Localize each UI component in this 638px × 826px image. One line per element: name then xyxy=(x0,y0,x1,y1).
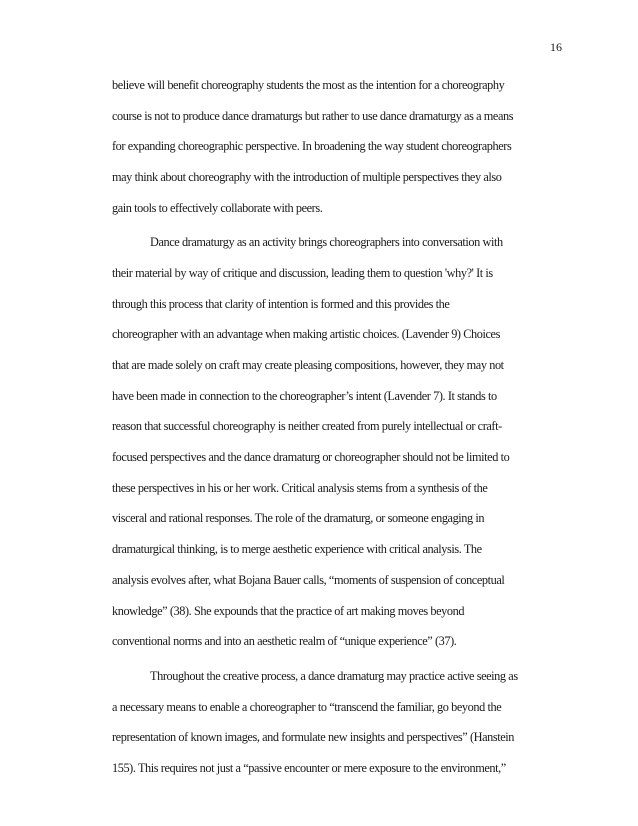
text-line: Dance dramaturgy as an activity brings choreographers into conversation with xyxy=(150,235,503,250)
text-line: analysis evolves after, what Bojana Bauer calls, “moments of suspension of conceptual xyxy=(112,572,505,587)
text-line: these perspectives in his or her work. Critical analysis stems from a synthesis of the xyxy=(112,480,488,495)
text-line: may think about choreography with the introduction of multiple perspectives they also xyxy=(112,169,502,184)
text-line: reason that successful choreography is neither created from purely intellectual or craft- xyxy=(112,419,502,434)
text-line: knowledge” (38). She expounds that the practice of art making moves beyond xyxy=(112,603,465,618)
text-line: choreographer with an advantage when making artistic choices. (Lavender 9) Choices xyxy=(112,327,500,342)
text-line: focused perspectives and the dance dramaturg or choreographer should not be limited to xyxy=(112,450,510,465)
text-line: a necessary means to enable a choreographer to “transcend the familiar, go beyond the xyxy=(112,699,502,714)
paragraph-2 xyxy=(112,227,542,657)
text-line: 155). This requires not just a “passive encounter or mere exposure to the environment,” xyxy=(112,760,506,775)
text-line: representation of known images, and formulate new insights and perspectives” (Hanstein xyxy=(112,730,514,745)
text-line: gain tools to effectively collaborate with peers. xyxy=(112,200,323,215)
page-number: 16 xyxy=(550,40,562,54)
text-line: have been made in connection to the choreographer’s intent (Lavender 7). It stands to xyxy=(112,388,497,403)
text-line: course is not to produce dance dramaturgs but rather to use dance dramaturgy as a means xyxy=(112,108,514,123)
text-line: for expanding choreographic perspective. In broadening the way student choreographers xyxy=(112,139,512,154)
text-line: through this process that clarity of intention is formed and this provides the xyxy=(112,296,450,311)
text-line: dramaturgical thinking, is to merge aesthetic experience with critical analysis. The xyxy=(112,542,482,557)
text-line: conventional norms and into an aesthetic realm of “unique experience” (37). xyxy=(112,634,457,649)
paragraph-3 xyxy=(112,661,542,784)
text-line: believe will benefit choreography students the most as the intention for a choreography xyxy=(112,77,505,92)
text-line: Throughout the creative process, a dance dramaturg may practice active seeing as xyxy=(150,668,518,683)
text-line: their material by way of critique and discussion, leading them to question 'why?' It is xyxy=(112,265,493,280)
text-line: that are made solely on craft may create pleasing compositions, however, they may not xyxy=(112,358,504,373)
paragraph-1 xyxy=(112,70,542,223)
text-line: visceral and rational responses. The role of the dramaturg, or someone engaging in xyxy=(112,511,485,526)
body-text xyxy=(112,70,542,784)
